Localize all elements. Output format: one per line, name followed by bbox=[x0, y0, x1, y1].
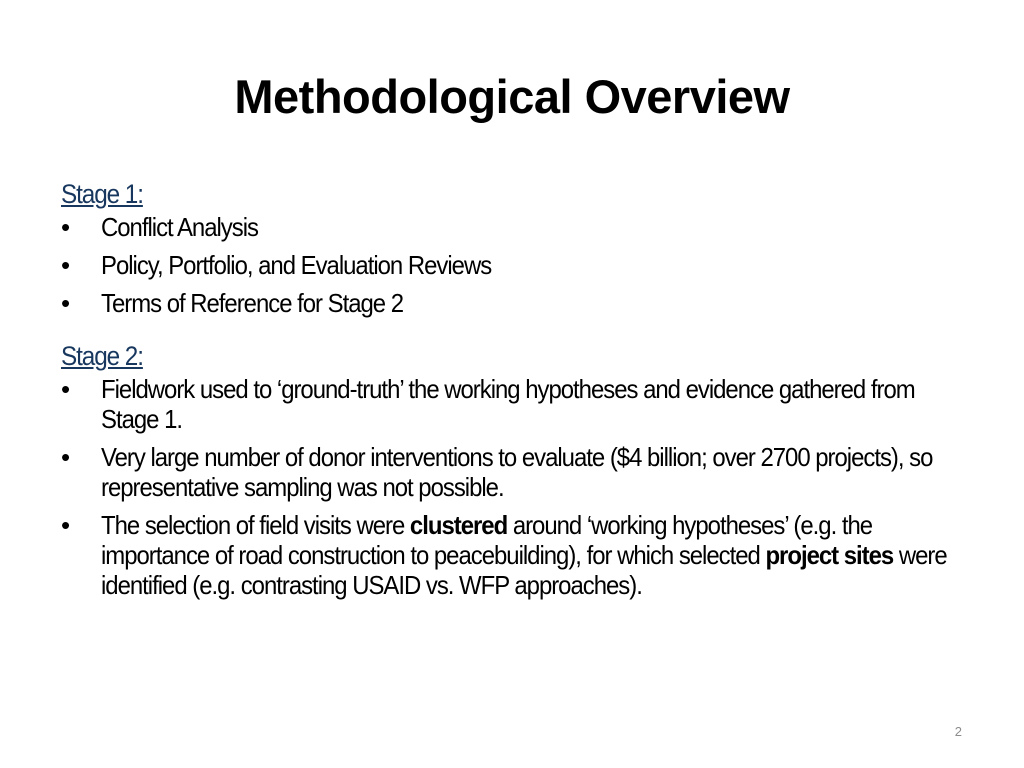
list-item bbox=[61, 250, 991, 280]
list-item bbox=[61, 374, 991, 434]
slide-body bbox=[61, 176, 991, 608]
stage-2-item-fieldwork: Fieldwork used to ‘ground-truth’ the working hypotheses and evidence gathered from Stage 1. bbox=[101, 374, 915, 434]
list-item bbox=[61, 288, 991, 318]
slide-title: Methodological Overview bbox=[234, 70, 790, 123]
bullet-icon: • bbox=[61, 510, 70, 540]
bullet-icon: • bbox=[61, 212, 70, 242]
bullet-icon: • bbox=[61, 442, 70, 472]
list-item bbox=[61, 510, 991, 600]
list-item bbox=[61, 442, 991, 502]
field-visits-text-3: were identified (e.g. contrasting USAID vs. WFP approaches). bbox=[101, 540, 947, 600]
page-number: 2 bbox=[954, 724, 962, 739]
bullet-icon: • bbox=[61, 288, 70, 318]
emphasis-clustered: clustered bbox=[409, 510, 508, 540]
stage-2-item-interventions: Very large number of donor interventions to evaluate ($4 billion; over 2700 projects), so representative sampling was not possible. bbox=[101, 442, 933, 502]
stage-1-item-conflict-analysis: Conflict Analysis bbox=[101, 212, 258, 242]
stage-1-list bbox=[61, 212, 991, 318]
stage-1-item-reviews: Policy, Portfolio, and Evaluation Reviews bbox=[101, 250, 492, 280]
stage-2-list bbox=[61, 374, 991, 600]
list-item bbox=[61, 212, 991, 242]
bullet-icon: • bbox=[61, 374, 70, 404]
field-visits-text-2: around ‘working hypotheses’ (e.g. the importance of road construction to peacebuilding), for which selected bbox=[101, 510, 873, 570]
field-visits-text-1: The selection of field visits were bbox=[101, 510, 410, 540]
stage-2-heading: Stage 2: bbox=[61, 341, 143, 371]
stage-1-item-terms-of-reference: Terms of Reference for Stage 2 bbox=[101, 288, 404, 318]
bullet-icon: • bbox=[61, 250, 70, 280]
stage-1-heading: Stage 1: bbox=[61, 179, 143, 209]
stage-2-item-field-visits bbox=[101, 510, 957, 600]
emphasis-project-sites: project sites bbox=[765, 540, 894, 570]
